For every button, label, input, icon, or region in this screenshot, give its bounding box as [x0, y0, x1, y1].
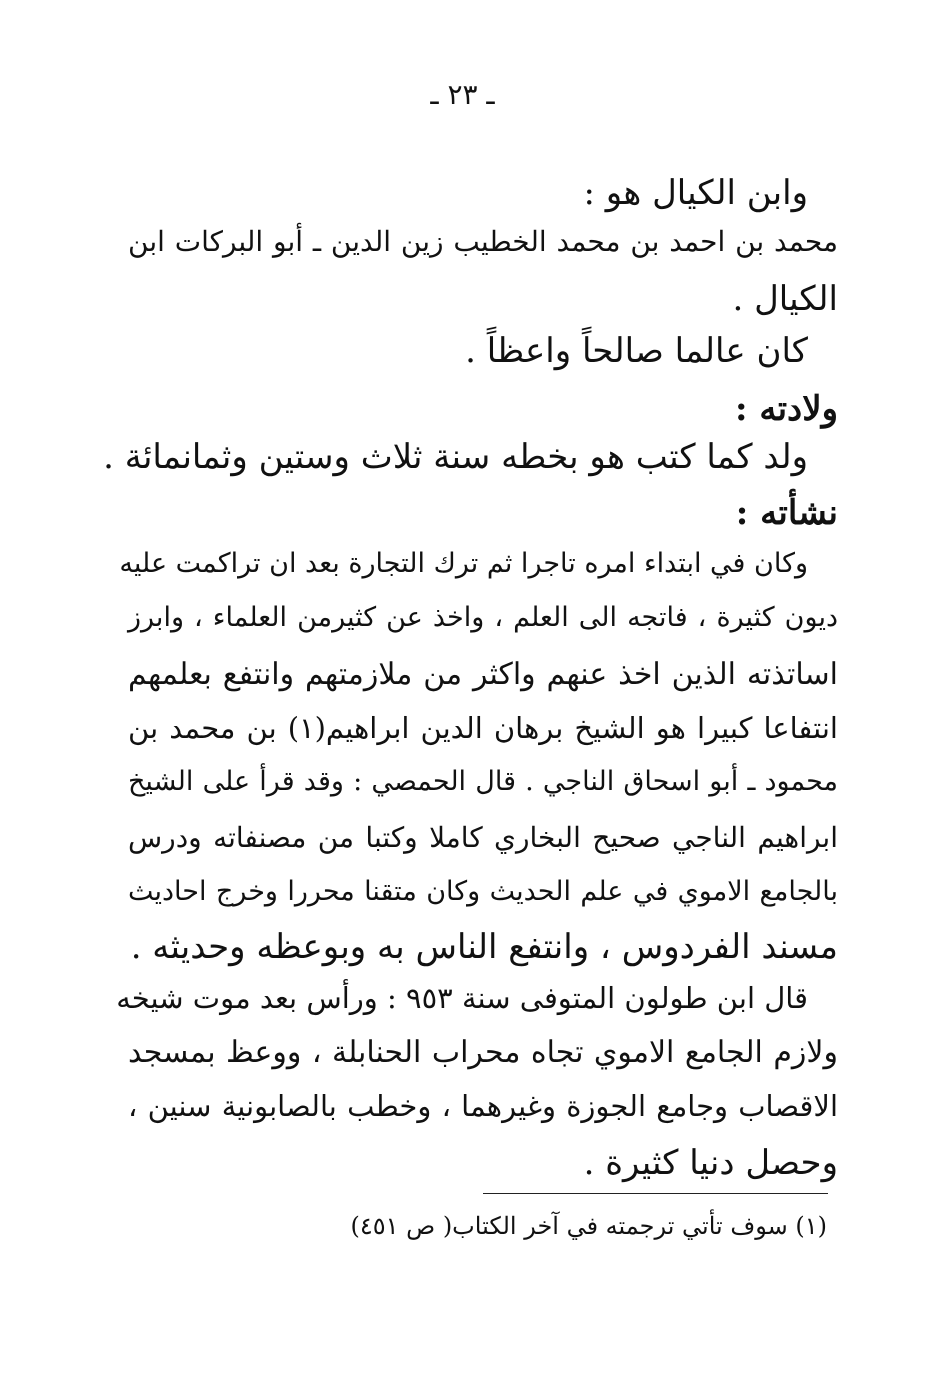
- line-15: مسند الفردوس ، وانتفع الناس به وبوعظه وحديثه .: [130, 927, 838, 967]
- line-13: ابراهيم الناجي صحيح البخاري كاملا وكتبا من مصنفاته ودرس: [128, 821, 838, 854]
- line-3: الكيال .: [732, 279, 838, 319]
- heading-birth: ولادته :: [734, 389, 838, 429]
- line-16: قال ابن طولون المتوفى سنة ٩٥٣ : ورأس بعد موت شيخه: [116, 981, 808, 1015]
- line-9: ديون كثيرة ، فاتجه الى العلم ، واخذ عن كثيرمن العلماء ، وابرز: [128, 602, 838, 633]
- line-8: وكان في ابتداء امره تاجرا ثم ترك التجارة بعد ان تراكمت عليه: [119, 548, 808, 579]
- line-2: محمد بن احمد بن محمد الخطيب زين الدين ـ أبو البركات ابن: [128, 225, 838, 258]
- line-18: الاقصاب وجامع الجوزة وغيرهما ، وخطب بالصابونية سنين ،: [128, 1089, 838, 1123]
- page-number: ـ ٢٣ ـ: [430, 78, 495, 111]
- body-text: [103, 0, 838, 1190]
- line-6: ولد كما كتب هو بخطه سنة ثلاث وستين وثمانمائة .: [103, 437, 808, 477]
- line-12: محمود ـ أبو اسحاق الناجي . قال الحمصي : وقد قرأ على الشيخ: [128, 766, 838, 797]
- heading-upbringing: نشأته :: [735, 493, 838, 533]
- line-17: ولازم الجامع الاموي تجاه محراب الحنابلة ، ووعظ بمسجد: [128, 1035, 838, 1070]
- line-1: وابن الكيال هو :: [583, 173, 808, 213]
- footnote: (١) سوف تأتي ترجمته في آخر الكتاب( ص ٤٥١): [350, 1212, 827, 1240]
- line-19: وحصل دنيا كثيرة .: [583, 1143, 838, 1183]
- line-14: بالجامع الاموي في علم الحديث وكان متقنا محررا وخرج احاديث: [128, 876, 838, 907]
- line-11: انتفاعا كبيرا هو الشيخ برهان الدين ابراهيم(١) بن محمد بن: [128, 711, 838, 745]
- line-4: كان عالما صالحاً واعظاً .: [465, 331, 808, 371]
- footnote-divider: [483, 1193, 828, 1194]
- line-10: اساتذته الذين اخذ عنهم واكثر من ملازمتهم وانتفع بعلمهم: [128, 657, 838, 692]
